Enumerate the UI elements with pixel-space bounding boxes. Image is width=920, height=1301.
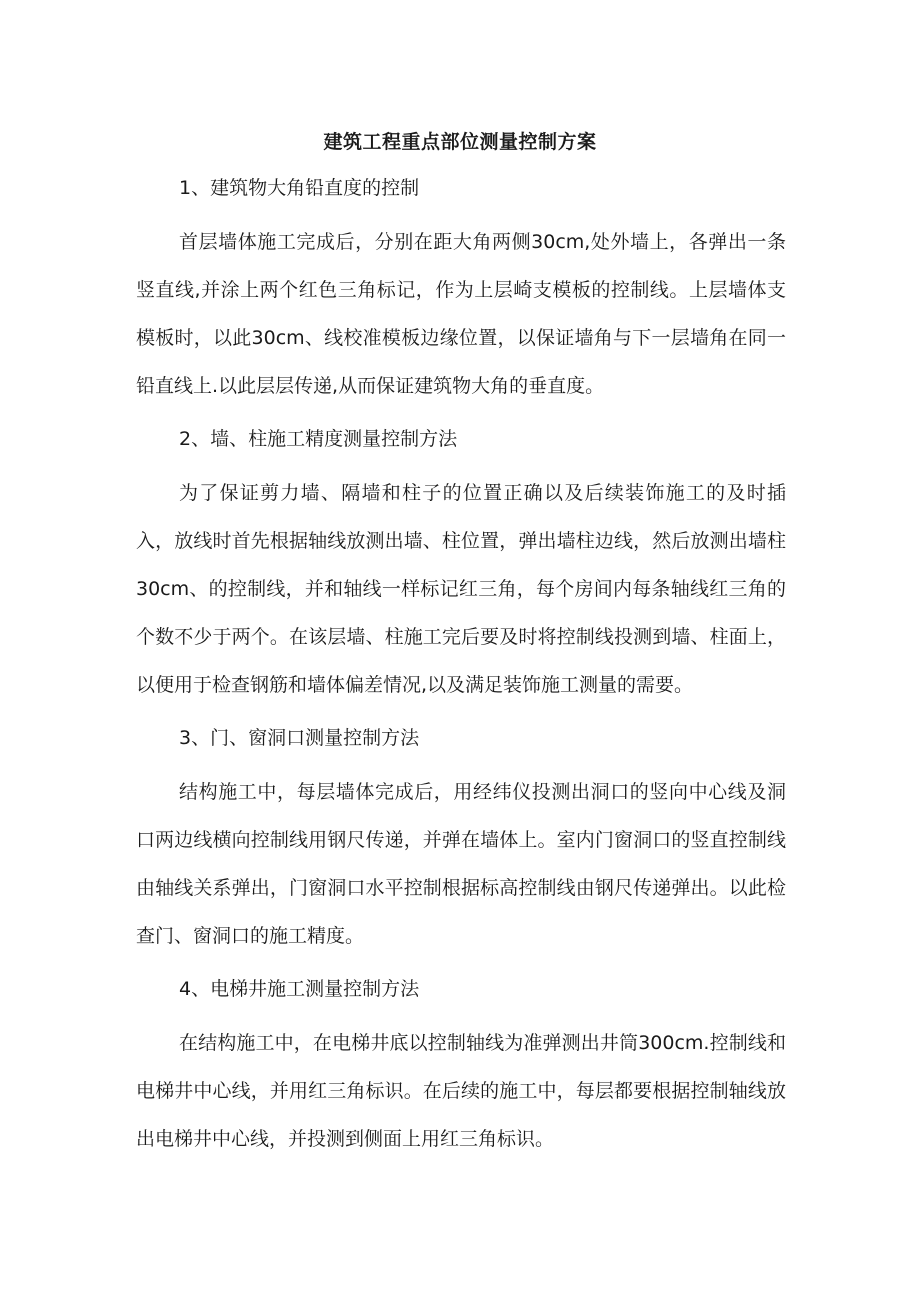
section-heading-2: 2、墙、柱施工精度测量控制方法 bbox=[179, 428, 458, 450]
section-paragraph-3: 结构施工中，每层墙体完成后，用经纬仪投测出洞口的竖向中心线及洞口两边线横向控制线用钢尺传递，并弹在墙体上。室内门窗洞口的竖直控制线由轴线关系弹出，门窗洞口水平控制根据标高控制线由钢尺传递弹出。以此检查门、窗洞口的施工精度。 bbox=[136, 781, 786, 947]
section-heading-3: 3、门、窗洞口测量控制方法 bbox=[179, 727, 420, 749]
section-paragraph-4: 在结构施工中，在电梯井底以控制轴线为准弹测出井筒300cm.控制线和电梯井中心线，并用红三角标识。在后续的施工中，每层都要根据控制轴线放出电梯井中心线，并投测到侧面上用红三角标识。 bbox=[136, 1032, 786, 1150]
section-paragraph-2: 为了保证剪力墙、隔墙和柱子的位置正确以及后续装饰施工的及时插入，放线时首先根据轴线放测出墙、柱位置，弹出墙柱边线，然后放测出墙柱30cm、的控制线，并和轴线一样标记红三角，每个房间内每条轴线红三角的个数不少于两个。在该层墙、柱施工完后要及时将控制线投测到墙、柱面上，以便用于检查钢筋和墙体偏差情况,以及满足装饰施工测量的需要。 bbox=[136, 482, 786, 696]
page-title: 建筑工程重点部位测量控制方案 bbox=[323, 131, 597, 153]
document-body bbox=[136, 170, 786, 1163]
section-heading-4: 4、电梯井施工测量控制方法 bbox=[179, 978, 420, 1000]
section-heading-1: 1、建筑物大角铅直度的控制 bbox=[179, 177, 420, 199]
section-paragraph-1: 首层墙体施工完成后，分别在距大角两侧30cm,处外墙上，各弹出一条竖直线,并涂上两个红色三角标记，作为上层崎支模板的控制线。上层墙体支模板时，以此30cm、线校准模板边缘位置，以保证墙角与下一层墙角在同一铅直线上.以此层层传递,从而保证建筑物大角的垂直度。 bbox=[136, 231, 786, 397]
